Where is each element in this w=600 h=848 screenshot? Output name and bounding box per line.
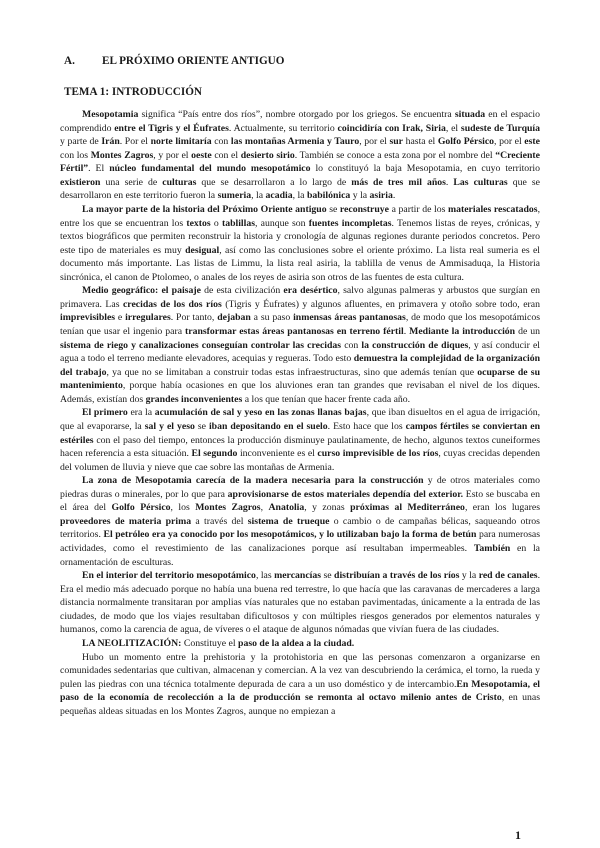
text-run: una serie de xyxy=(100,176,163,188)
text-run: , porque había ocasiones en que los aluviones eran tan grandes que revisaban el nivel de los diques. Además, existían dos xyxy=(60,380,540,405)
text-run: a su paso xyxy=(250,312,294,324)
bold-text: ocuparse de su mantenimiento xyxy=(60,366,540,392)
text-run: . Por el xyxy=(119,136,151,148)
bold-text: acumulación de sal y yeso en las zonas llanas bajas xyxy=(154,407,367,419)
text-run: , salvo algunas palmeras y arbustos que surgían en primavera. Las xyxy=(60,285,540,310)
text-run: era la xyxy=(127,407,155,419)
paragraph xyxy=(60,108,540,203)
bold-text: LA NEOLITIZACIÓN: xyxy=(82,637,182,649)
bold-text: asiria xyxy=(369,190,393,202)
text-run: con los xyxy=(60,149,91,161)
text-run: y de otros materiales como piedras duras o minerales, por lo que para xyxy=(60,475,540,500)
bold-text: núcleo fundamental del mundo mesopotámico xyxy=(109,163,311,175)
text-run: , aunque son xyxy=(255,217,309,229)
bold-text: transformar estas áreas pantanosas en terreno fértil xyxy=(185,326,404,337)
bold-text: acadia xyxy=(265,190,293,202)
bold-text: crecidas de los dos ríos xyxy=(122,298,222,310)
paragraph xyxy=(60,569,540,637)
text-run: (Tigris y Éufrates) y algunos afluentes, en primavera y otoño sobre todo, eran xyxy=(221,298,540,310)
text-run: , la xyxy=(292,190,307,202)
text-run: y la xyxy=(350,190,370,202)
text-run: , xyxy=(260,502,269,514)
bold-text: Montes Zagros xyxy=(195,502,261,514)
bold-text: red de canales xyxy=(478,570,538,582)
section-heading xyxy=(64,55,284,67)
bold-text: sur xyxy=(389,136,403,148)
text-run: . xyxy=(392,190,396,202)
bold-text: En el interior del territorio mesopotámico xyxy=(82,570,256,582)
text-run: , entre los que se encuentran los xyxy=(60,203,540,229)
bold-text: culturas xyxy=(162,176,197,188)
text-run: significa “País entre dos ríos”, nombre otorgado por los griegos. Se encuentra xyxy=(138,109,455,120)
body-text xyxy=(60,108,540,718)
section-title: EL PRÓXIMO ORIENTE ANTIGUO xyxy=(102,55,285,67)
text-run: , ya que no se limitaban a construir todas estas infraestructuras, sino que además tenían que xyxy=(106,366,478,378)
text-run: hasta el xyxy=(403,136,438,148)
bold-text: sistema de riego y canalizaciones conseguían controlar las crecidas xyxy=(60,339,342,351)
text-run: para numerosas actividades, como el revestimiento de las canalizaciones porque así resultaban impermeables. xyxy=(60,529,540,554)
text-run: , el xyxy=(445,122,461,134)
text-run: en el espacio comprendido xyxy=(60,109,540,134)
bold-text: paso de la aldea a la ciudad. xyxy=(238,637,355,649)
bold-text: Montes Zagros xyxy=(90,149,154,161)
text-run: , así como las conclusiones sobre el oriente próximo. La lista real sumeria es el documento más importante. Las listas de Limmu, la lista real asiria, la tablilla de venus de Ammisaduqa, la Historia sincrónica, el canon de Ptolomeo, o anales de los reyes de asiria son otros de las fuentes de esta cultura. xyxy=(60,244,540,283)
text-run: inconveniente es el xyxy=(237,448,318,460)
text-run: lo constituyó la baja Mesopotamia, en cuyo territorio xyxy=(310,163,540,175)
text-run: , y por el xyxy=(153,149,192,161)
bold-text: Golfo Pérsico xyxy=(437,136,495,148)
text-run: con xyxy=(211,136,231,148)
text-run: en la ornamentación de esculturas. xyxy=(60,543,540,568)
bold-text: desigual xyxy=(185,244,220,256)
bold-text: desierto sirio xyxy=(240,149,295,161)
text-run: o xyxy=(210,217,222,229)
bold-text: irregulares xyxy=(125,312,171,324)
text-run: Esto se buscaba en el área del xyxy=(60,488,540,514)
text-run: , las xyxy=(255,570,275,582)
bold-text: Medio geográfico: xyxy=(82,285,159,297)
text-run: se xyxy=(321,570,335,582)
text-run: que se desarrollaron a lo largo de xyxy=(196,176,352,188)
bold-text: imprevisibles xyxy=(60,312,116,324)
bold-text: La mayor parte de la historia del Próximo Oriente antiguo xyxy=(82,203,327,215)
text-run: o cambio o de campañas bélicas, saqueando otros territorios. xyxy=(60,515,540,541)
text-run: , de modo que los mesopotámicos tenían que usar el ingenio para xyxy=(60,312,541,337)
bold-text: norte limitaría xyxy=(150,136,212,148)
bold-text: sistema de trueque xyxy=(247,515,330,527)
text-run: . xyxy=(445,176,454,188)
bold-text: sumeria xyxy=(217,190,252,202)
bold-text: “Creciente Fértil” xyxy=(60,149,540,175)
paragraph xyxy=(60,203,540,284)
text-run: de un xyxy=(515,326,540,337)
bold-text: coincidiría con Irak, Siria xyxy=(337,122,446,134)
bold-text: situada xyxy=(454,109,486,120)
bold-text: El segundo xyxy=(191,448,238,460)
text-run: , cuyas crecidas dependen del volumen de lluvia y nieve que cae sobre las montañas de Armenia. xyxy=(60,448,540,473)
text-run: . Actualmente, su territorio xyxy=(228,122,338,134)
bold-text: era desértico xyxy=(283,285,338,297)
text-run: se xyxy=(194,420,209,432)
bold-text: También xyxy=(473,543,511,554)
bold-text: la complejidad de la organización del trabajo xyxy=(60,353,540,378)
text-run: . Por tanto, xyxy=(170,312,218,324)
text-run: , por el xyxy=(494,136,525,148)
bold-text: tablillas xyxy=(221,217,256,229)
text-run: Hubo un momento entre la prehistoria y la protohistoria en que las personas comenzaron a organizarse en comunidades sedentarias que cultivan, almacenan y comercian. A la vez van descubriendo la cerámica, el torno, la rueda y pulen las piedras con una técnica totalmente depurada de cara a un uso doméstico y de intercambio. xyxy=(60,651,540,690)
text-run: a partir de los xyxy=(389,203,448,215)
text-run: . El xyxy=(88,163,110,175)
bold-text: campos fértiles se conviertan en estériles xyxy=(60,420,540,446)
bold-text: sal y el yeso xyxy=(144,420,195,432)
text-run: , eran los lugares xyxy=(464,502,540,514)
bold-text: babilónica xyxy=(306,190,351,202)
page-number: 1 xyxy=(515,828,521,842)
text-run: con el xyxy=(211,149,241,161)
paragraph xyxy=(60,637,540,651)
bold-text: reconstruye xyxy=(339,203,390,215)
bold-text: Golfo Pérsico xyxy=(111,502,171,514)
bold-text: Mediante xyxy=(409,326,449,337)
bold-text: las montañas Armenia y Tauro xyxy=(230,136,360,148)
bold-text: dejaban xyxy=(217,312,251,324)
bold-text: El petróleo era ya conocido por los mesopotámicos, y lo utilizaban bajo la forma de betún xyxy=(103,529,477,541)
text-run: a través del xyxy=(191,515,248,527)
bold-text: Mesopotamia xyxy=(82,109,139,120)
bold-text: En Mesopotamia, el paso de la economía de recolección a la de producción se remonta al octavo milenio antes de Cristo xyxy=(60,678,540,704)
bold-text: la introducción xyxy=(451,326,516,337)
text-run: . Esto hace que los xyxy=(327,420,406,432)
bold-text: El primero xyxy=(82,407,128,419)
text-run: , y así conducir el agua a todo el terreno mediante elevadores, acequias y regueras. Todo esto xyxy=(60,339,541,365)
text-run: . Era el medio más adecuado porque no había una buena red terrestre, lo que hacía que las caravanas de mercaderes a larga distancia normalmente transitaran por amplias vías naturales que no estaban pavimentadas, únicamente a la entrada de las ciudades, de modo que los viajes resultaban dificultosos y con múltiples riesgos generados por elementos naturales y humanos, como la carencia de agua, de víveres o el ataque de algunos nómadas que vivían fuera de las ciudades. xyxy=(60,570,541,636)
text-run: , por el xyxy=(359,136,390,148)
bold-text: existieron xyxy=(60,176,101,188)
bold-text: aprovisionarse de estos materiales dependía del exterior. xyxy=(227,488,464,500)
text-run: e xyxy=(115,312,126,324)
bold-text: textos xyxy=(186,217,211,229)
text-run: y la xyxy=(459,570,479,582)
bold-text: próximas al Mediterráneo xyxy=(350,502,465,514)
text-run: , en unas pequeñas aldeas situadas en los Montes Zagros, aunque no empiezan a xyxy=(60,692,540,717)
bold-text: el paisaje xyxy=(161,285,201,297)
topic-heading: TEMA 1: INTRODUCCIÓN xyxy=(64,86,202,98)
bold-text: mercancías xyxy=(274,570,322,582)
bold-text: materiales rescatados xyxy=(447,203,538,215)
text-run: y parte de xyxy=(60,136,102,148)
bold-text: oeste xyxy=(191,149,212,161)
bold-text: inmensas áreas pantanosas xyxy=(293,312,406,324)
text-run: Constituye el xyxy=(181,637,239,649)
section-letter: A. xyxy=(64,55,75,67)
paragraph xyxy=(60,406,540,474)
text-run: , la xyxy=(251,190,266,202)
bold-text: más de tres mil años xyxy=(351,176,446,188)
bold-text: proveedores de materia prima xyxy=(60,515,192,527)
bold-text: iban depositando en el suelo xyxy=(208,420,328,432)
text-run: que se desarrollaron en este territorio fueron la xyxy=(60,176,540,202)
bold-text: sudeste de Turquía xyxy=(460,122,541,134)
paragraph xyxy=(60,474,540,569)
text-run: . xyxy=(403,326,410,337)
paragraph xyxy=(60,284,540,406)
text-run: , y zonas xyxy=(304,502,351,514)
bold-text: curso imprevisible de los ríos xyxy=(317,448,439,460)
text-run: , los xyxy=(170,502,196,514)
bold-text: demuestra xyxy=(353,353,398,365)
bold-text: La zona de Mesopotamia carecía de la madera necesaria para la construcción xyxy=(82,475,424,487)
text-run: . También se conoce a esta zona por el nombre del xyxy=(294,149,496,161)
text-run: de esta civilización xyxy=(200,285,284,297)
bold-text: entre el Tigris y el Éufrates xyxy=(114,122,229,134)
bold-text: distribuían a través de los ríos xyxy=(334,570,460,582)
bold-text: la construcción de diques xyxy=(361,339,469,351)
bold-text: Anatolia xyxy=(268,502,305,514)
bold-text: Las culturas xyxy=(453,176,508,188)
text-run: con el paso del tiempo, entonces la producción disminuye paulatinamente, de hecho, algunos textos cuneiformes hacen referencia a esta situación. xyxy=(60,434,540,460)
text-run: se xyxy=(326,203,340,215)
bold-text: fuentes incompletas xyxy=(308,217,392,229)
text-run: a los que tenían que hacer frente cada año. xyxy=(242,393,411,405)
text-run: . Tenemos listas de reyes, crónicas, y textos biográficos que permiten reconstruir la historia y cronología de algunas regiones durante periodos concretos. Pero este tipo de materiales es muy xyxy=(60,217,541,256)
text-run: , que iban disueltos en el agua de irrigación, que al evaporarse, la xyxy=(60,407,541,432)
paragraph xyxy=(60,651,540,719)
bold-text: grandes inconvenientes xyxy=(145,393,243,405)
text-run: con xyxy=(341,339,362,351)
bold-text: este xyxy=(524,136,540,148)
bold-text: Irán xyxy=(101,136,120,148)
